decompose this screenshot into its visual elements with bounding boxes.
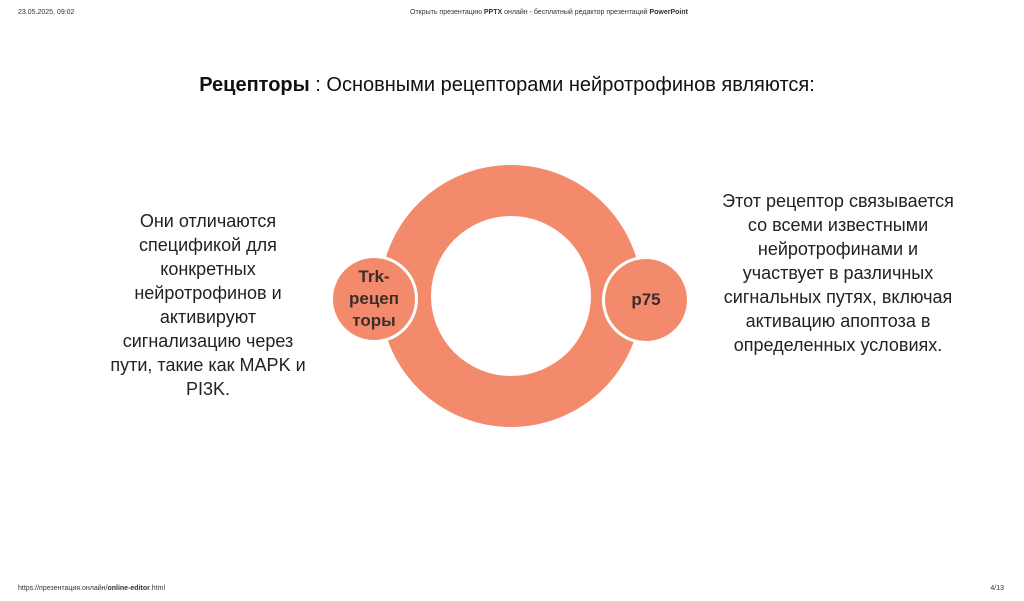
trk-description: Они отличаются спецификой для конкретных нейротрофинов и активируют сигнализацию через пути, такие как MAPK и PI3K. bbox=[110, 211, 306, 399]
p75-description: Этот рецептор связывается со всеми известными нейротрофинами и участвует в различных сигнальных путях, включая активацию апоптоза в определенных условиях. bbox=[722, 191, 954, 355]
slide-title bbox=[0, 74, 1014, 97]
receptor-ring-center bbox=[431, 216, 591, 376]
trk-label-line-3: торы bbox=[352, 311, 396, 330]
slide-title-bold: Рецепторы bbox=[199, 74, 310, 96]
p75-receptor-label: p75 bbox=[631, 290, 661, 309]
print-page-number: 4/13 bbox=[990, 585, 1004, 592]
trk-label-line-1: Trk- bbox=[358, 267, 390, 286]
print-title-prefix: Открыть презентацию bbox=[410, 9, 484, 16]
trk-receptor-label bbox=[349, 266, 399, 332]
print-url bbox=[18, 585, 165, 592]
slide-title-rest: : Основными рецепторами нейротрофинов являются: bbox=[309, 74, 815, 96]
print-datetime: 23.05.2025, 09:02 bbox=[18, 9, 75, 16]
print-url-suffix: .html bbox=[149, 585, 166, 592]
print-url-bold: online-editor bbox=[107, 585, 150, 592]
print-title-bold-powerpoint: PowerPoint bbox=[649, 9, 688, 16]
trk-label-line-2: рецеп bbox=[348, 289, 399, 308]
print-title-middle: онлайн - бесплатный редактор презентаций bbox=[502, 9, 650, 16]
print-url-prefix: https://презентация.онлайн/ bbox=[18, 585, 108, 592]
trk-receptor-node bbox=[330, 255, 418, 343]
p75-receptor-node bbox=[602, 256, 690, 344]
print-page-title bbox=[0, 9, 1024, 16]
print-title-bold-pptx: PPTX bbox=[483, 9, 503, 16]
